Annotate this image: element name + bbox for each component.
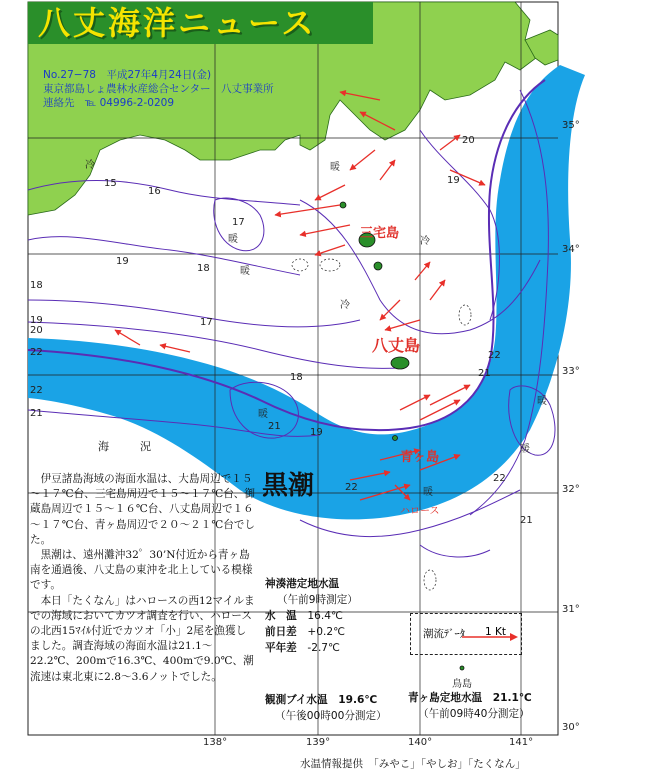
current-legend-label: 潮流ﾃﾞｰﾀ (423, 628, 465, 640)
isotherm-label: 19 (30, 315, 43, 326)
row-label: 前日差 (265, 626, 297, 638)
isotherm-label: 22 (30, 347, 43, 358)
isotherm-label: 18 (30, 280, 43, 291)
isotherm-label: 15 (104, 178, 117, 189)
kuroshio-label: 黒潮 (262, 471, 315, 501)
issue-number: No.27−78 平成27年4月24日(金) (43, 69, 212, 81)
buoy-reading (265, 692, 387, 724)
latitude-35: 35° (562, 120, 580, 131)
row-value: +0.2℃ (307, 626, 345, 638)
isotherm-label: 17 (232, 217, 245, 228)
aogashima-title: 青ヶ島定地水温 21.1℃ (408, 692, 532, 704)
isotherm-label: 22 (345, 482, 358, 493)
report-body (30, 472, 256, 685)
row-label: 水 温 (265, 610, 297, 622)
warm-label: 暖 (423, 487, 433, 498)
current-scale-arrow (460, 632, 520, 642)
isotherm-label: 18 (290, 372, 303, 383)
warm-label: 暖 (228, 234, 238, 245)
warm-label: 暖 (520, 444, 530, 455)
longitude-138: 138° (203, 737, 228, 748)
organization: 東京都島しょ農林水産総合センター 八丈事業所 (43, 83, 274, 95)
isotherm-label: 21 (268, 421, 281, 432)
longitude-139: 139° (306, 737, 331, 748)
buoy-title: 観測ブイ水温 19.6℃ (265, 694, 378, 706)
isotherm-label: 19 (447, 175, 460, 186)
issue-info (43, 68, 274, 110)
station-time: （午前9時測定） (277, 594, 358, 606)
miyake-label: 三宅島 (360, 226, 400, 241)
kominato-station (265, 576, 358, 656)
row-value: 16.4℃ (307, 610, 343, 622)
data-provider: 水温情報提供 「みやこ」「やしお」「たくなん」 (300, 758, 526, 770)
isotherm-label: 20 (462, 135, 475, 146)
cold-label: 冷 (340, 300, 350, 311)
warm-label: 暖 (258, 409, 268, 420)
aogashima-label: 青ヶ島 (400, 450, 440, 465)
latitude-34: 34° (562, 244, 580, 255)
isotherm-label: 17 (200, 317, 213, 328)
row-value: -2.7℃ (307, 642, 340, 654)
row-label: 平年差 (265, 642, 297, 654)
harosu-label: ハロース (400, 506, 440, 517)
report-paragraph: 伊豆諸島海域の海面水温は、大島周辺で１５～１７℃台、三宅島周辺で１５～１７℃台、御蔵島周辺で１５～１６℃台、八丈島周辺で１６～１７℃台、青ヶ島周辺で２０～２１℃台でした。 (30, 473, 255, 546)
torishima-label: 鳥島 (452, 679, 472, 690)
longitude-141: 141° (509, 737, 534, 748)
isotherm-label: 19 (116, 256, 129, 267)
isotherm-label: 21 (30, 408, 43, 419)
isotherm-label: 18 (197, 263, 210, 274)
latitude-33: 33° (562, 366, 580, 377)
longitude-140: 140° (408, 737, 433, 748)
current-scale: 1 Kt (485, 626, 507, 638)
warm-label: 暖 (537, 396, 547, 407)
buoy-time: （午後00時00分測定） (275, 710, 387, 722)
isotherm-label: 20 (30, 325, 43, 336)
aogashima-station (408, 690, 532, 722)
isotherm-label: 16 (148, 186, 161, 197)
report-paragraph: 黒潮は、遠州灘沖32゜30’N付近から青ヶ島南を通過後、八丈島の東沖を北上している模様です。 (30, 549, 253, 592)
contact: 連絡先 ℡ 04996-2-0209 (43, 97, 174, 109)
cold-label: 冷 (420, 236, 430, 247)
station-title: 神湊港定地水温 (265, 578, 340, 590)
warm-label: 暖 (240, 266, 250, 277)
isotherm-label: 22 (493, 473, 506, 484)
aogashima-time: （午前09時40分測定） (418, 708, 530, 720)
warm-label: 暖 (330, 162, 340, 173)
hachijo-label: 八丈島 (372, 336, 421, 355)
isotherm-label: 19 (310, 427, 323, 438)
report-paragraph: 本日「たくなん」はハロースの西12マイルまでの海域においてカツオ調査を行い、ハロースの北西15ﾏｲﾙ付近でカツオ「小」2尾を漁獲しました。調査海域の海面水温は21.1～22.2℃、200mで16.3℃、400mで9.0℃、潮流速は東北東に2.8～3.6ノットでした。 (30, 594, 255, 683)
latitude-32: 32° (562, 484, 580, 495)
isotherm-label: 22 (488, 350, 501, 361)
report-heading: 海 況 (98, 440, 161, 453)
page-title: 八丈海洋ニュース (28, 2, 373, 44)
isotherm-label: 22 (30, 385, 43, 396)
cold-label: 冷 (85, 160, 95, 171)
latitude-31: 31° (562, 604, 580, 615)
isotherm-label: 21 (520, 515, 533, 526)
isotherm-label: 21 (478, 368, 491, 379)
latitude-30: 30° (562, 722, 580, 733)
